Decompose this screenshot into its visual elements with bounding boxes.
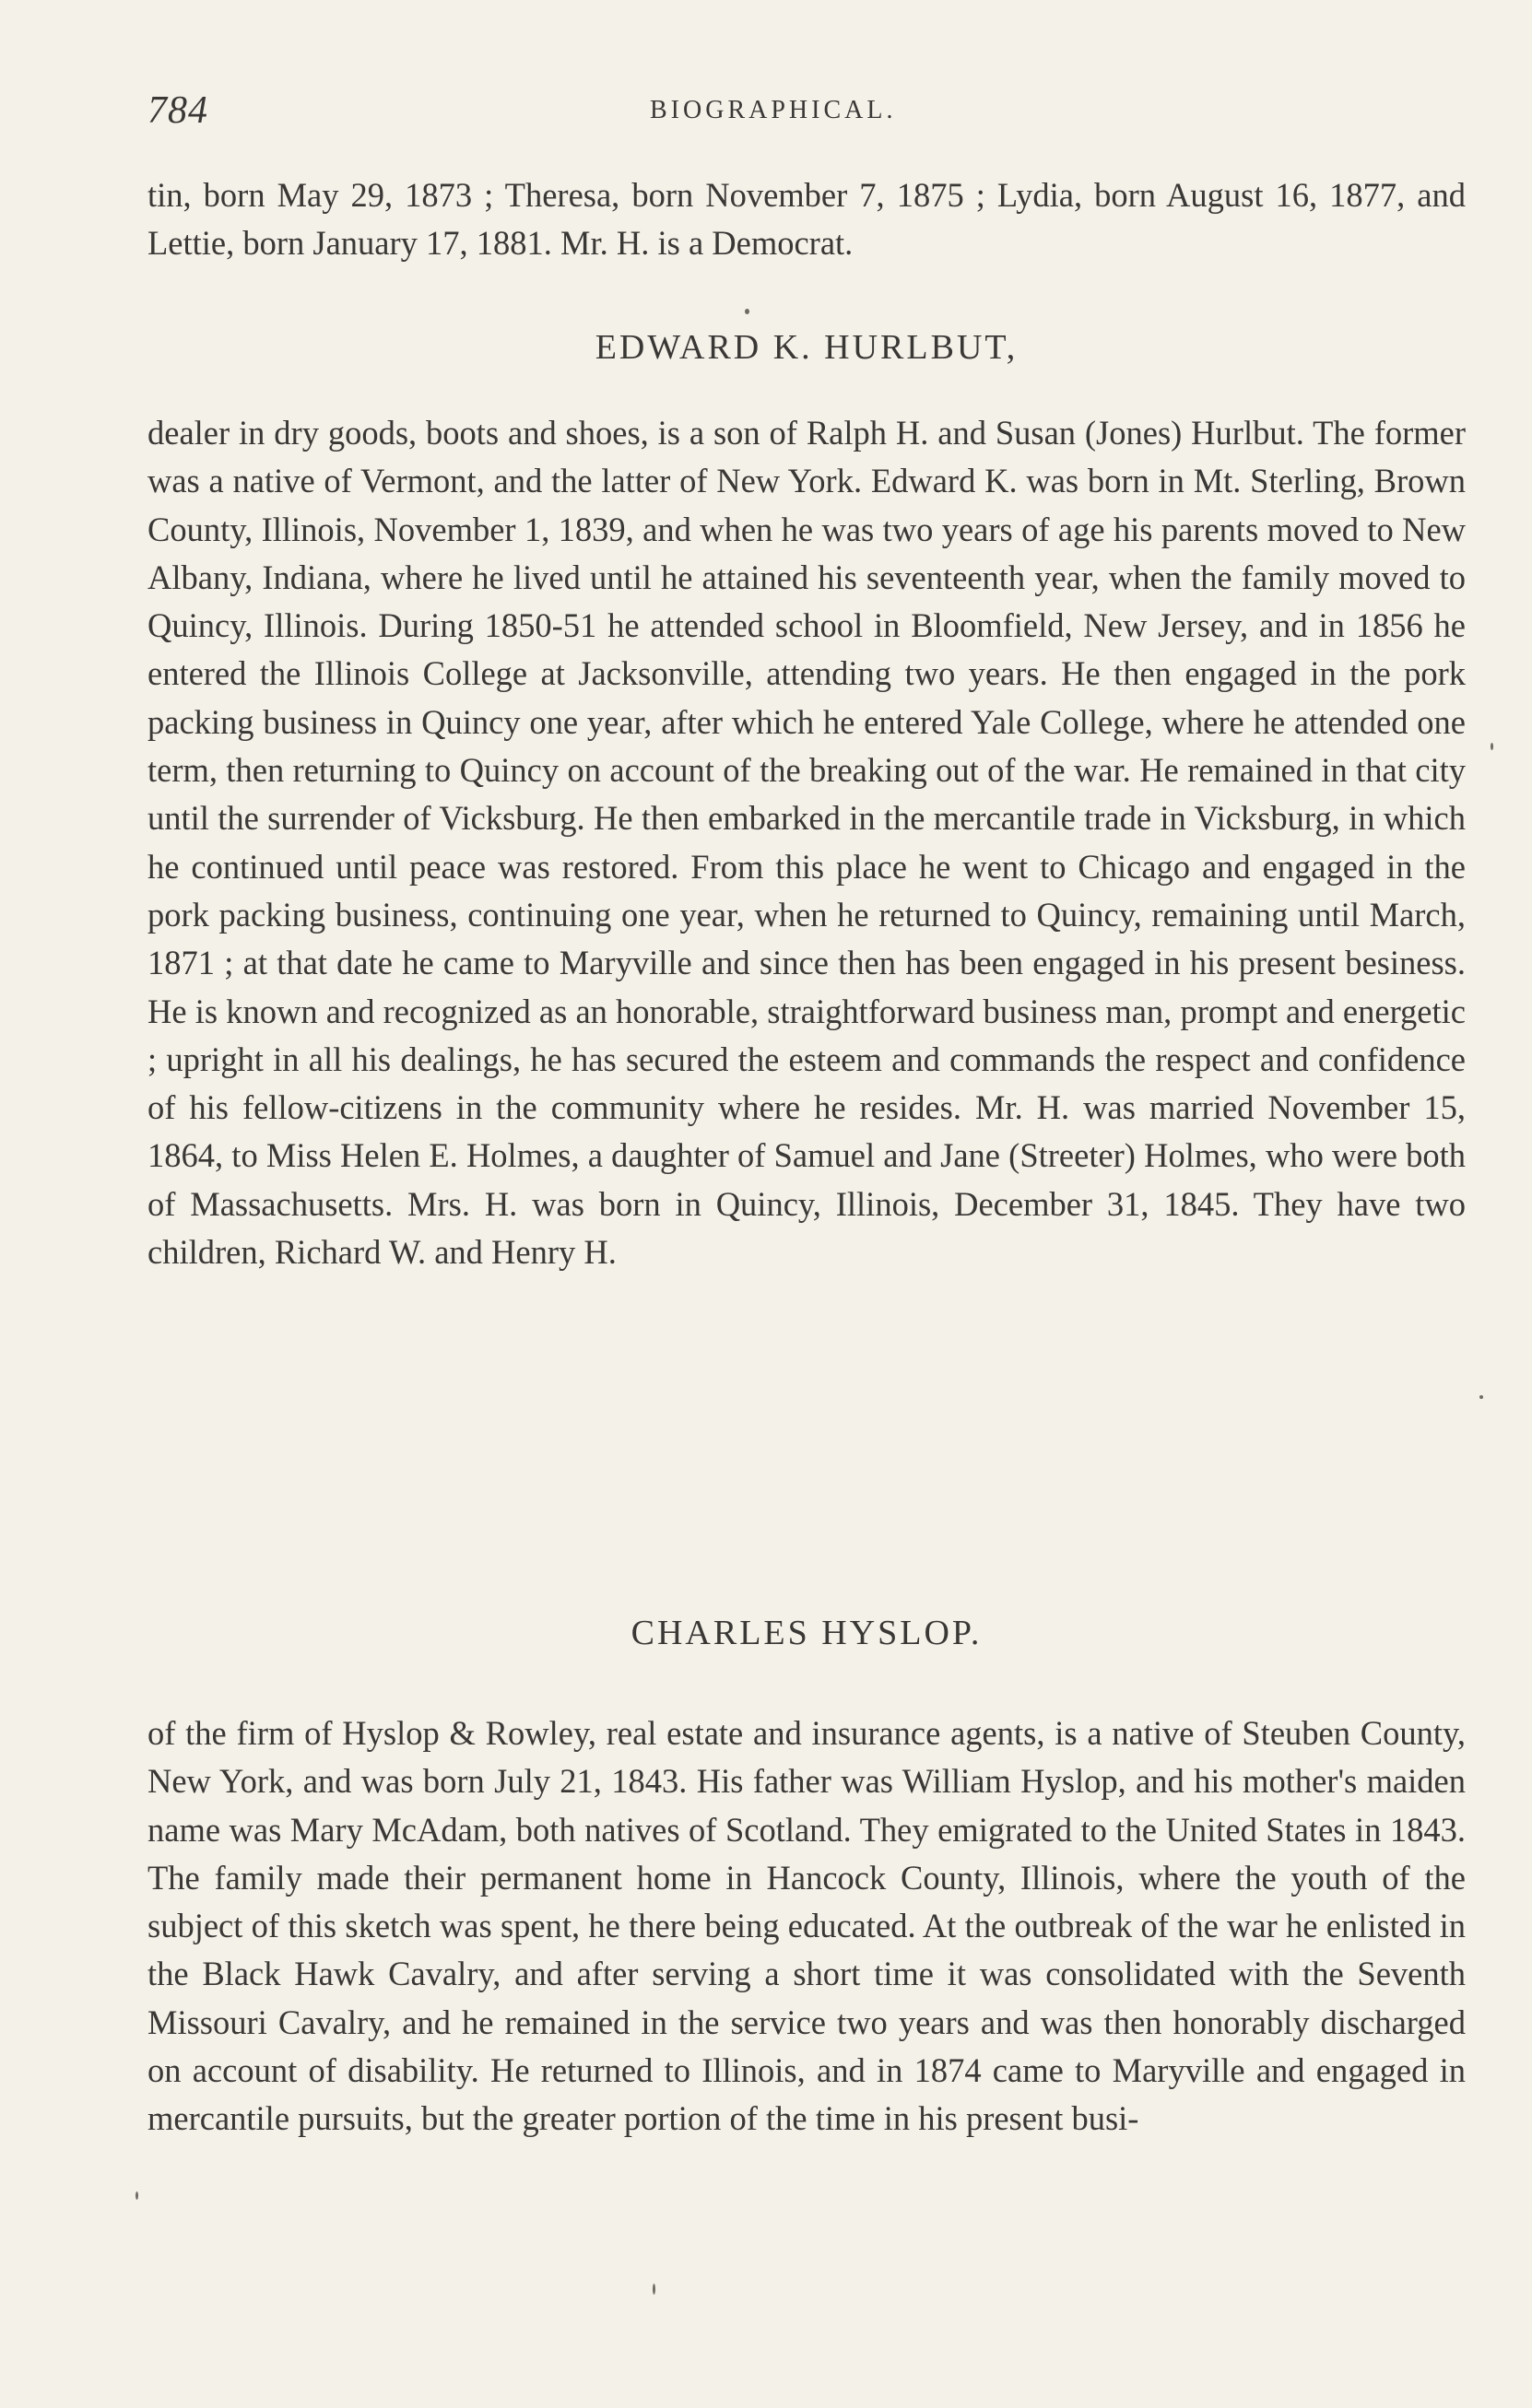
print-speck	[136, 2191, 138, 2200]
section-heading-hurlbut: EDWARD K. HURLBUT,	[595, 328, 1019, 367]
continuation-paragraph	[147, 171, 1466, 268]
print-speck	[1491, 743, 1493, 750]
running-head: BIOGRAPHICAL.	[650, 96, 897, 124]
continuation-text: tin, born May 29, 1873 ; Theresa, born November 7, 1875 ; Lydia, born August 16, 1877, and Lettie, born January 17, 1881. Mr. H. is a Democrat.	[147, 176, 1466, 263]
page-number: 784	[147, 89, 208, 132]
biography-text: dealer in dry goods, boots and shoes, is a son of Ralph H. and Susan (Jones) Hurlbut. The former was a native of Vermont, and the latter of New York. Edward K. was born in Mt. Sterling, Brown County, Illinois, November 1, 1839, and when he was two years of age his parents moved to New Albany, Indiana, where he lived until he attained his seventeenth year, when the family moved to Quincy, Illinois. During 1850-51 he attended school in Bloomfield, New Jersey, and in 1856 he entered the Illinois College at Jacksonville, attending two years. He then engaged in the pork packing business in Quincy one year, after which he entered Yale College, where he attended one term, then returning to Quincy on account of the breaking out of the war. He remained in that city until the surrender of Vicksburg. He then embarked in the mercantile trade in Vicksburg, in which he continued until peace was restored. From this place he went to Chicago and engaged in the pork packing business, continuing one year, when he returned to Quincy, remaining until March, 1871 ; at that date he came to Maryville and since then has been engaged in his present besiness. He is known and recognized as an honorable, straightforward business man, prompt and energetic ; upright in all his dealings, he has secured the esteem and commands the respect and confidence of his fellow-citizens in the community where he resides. Mr. H. was married November 15, 1864, to Miss Helen E. Holmes, a daughter of Samuel and Jane (Streeter) Holmes, who were both of Massachusetts. Mrs. H. was born in Quincy, Illinois, December 31, 1845. They have two children, Richard W. and Henry H.	[147, 414, 1466, 1272]
print-speck	[653, 2284, 655, 2295]
print-speck	[1479, 1395, 1483, 1399]
print-speck	[745, 309, 749, 314]
biography-hurlbut	[147, 409, 1466, 1276]
biography-hyslop	[147, 1709, 1466, 2144]
section-heading-hyslop: CHARLES HYSLOP.	[630, 1614, 983, 1652]
biography-text: of the firm of Hyslop & Rowley, real estate and insurance agents, is a native of Steuben County, New York, and was born July 21, 1843. His father was William Hyslop, and his mother's maiden name was Mary McAdam, both natives of Scotland. They emigrated to the United States in 1843. The family made their permanent home in Hancock County, Illinois, where the youth of the subject of this sketch was spent, he there being educated. At the outbreak of the war he enlisted in the Black Hawk Cavalry, and after serving a short time it was consolidated with the Seventh Missouri Cavalry, and he remained in the service two years and was then honorably discharged on account of disability. He returned to Illinois, and in 1874 came to Maryville and engaged in mercantile pursuits, but the greater portion of the time in his present busi-	[147, 1714, 1466, 2138]
page-header	[147, 88, 1466, 144]
